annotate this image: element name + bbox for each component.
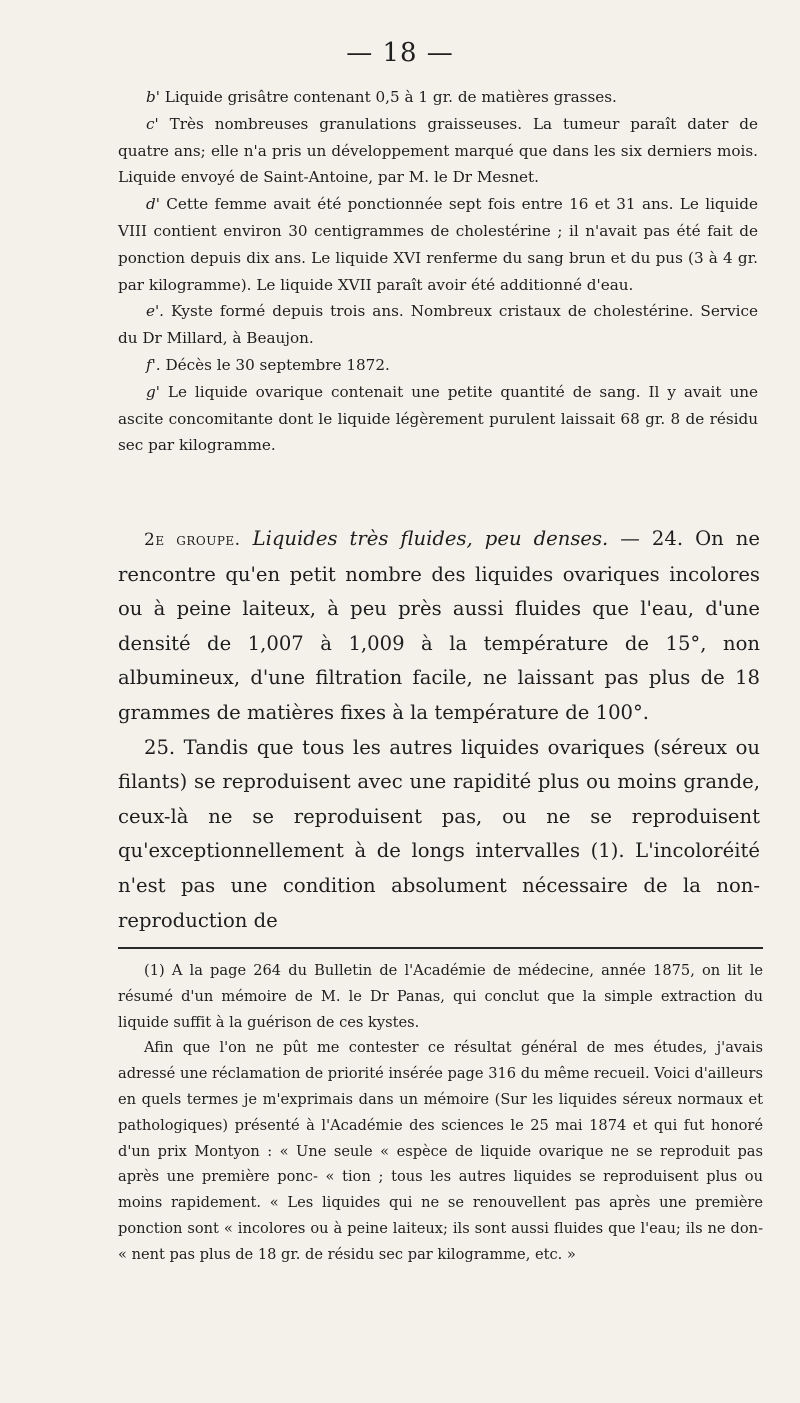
footnote [118, 958, 763, 1268]
note-label: f'. [146, 355, 161, 374]
footnote-paragraph-1: (1) A la page 264 du Bulletin de l'Académie de médecine, année 1875, on lit le résumé d'un mémoire de M. le Dr Panas, qui conclut que la simple extraction du liquide suffit à la guérison de ces kystes. [118, 962, 763, 1031]
note-label: e'. [146, 302, 164, 321]
case-notes [118, 84, 758, 459]
note-b [118, 84, 758, 111]
note-text: Le liquide ovarique contenait une petite quantité de sang. Il y avait une ascite concomitante dont le liquide légèrement purulent laissait 68 gr. 8 de résidu sec par kilogramme. [118, 382, 758, 455]
note-label: b' [146, 88, 160, 106]
main-text [118, 522, 760, 938]
note-text: Très nombreuses granulations graisseuses. La tumeur paraît dater de quatre ans; elle n'a pris un développement marqué que dans les six derniers mois. Liquide envoyé de Saint-Antoine, par M. le Dr Mesnet. [118, 114, 758, 187]
note-g [118, 379, 758, 459]
note-f [118, 352, 758, 379]
note-d [118, 191, 758, 298]
note-text: Kyste formé depuis trois ans. Nombreux cristaux de cholestérine. Service du Dr Millard, à Beaujon. [118, 302, 759, 348]
page-number: — 18 — [346, 38, 454, 68]
footnote-paragraph-2: Afin que l'on ne pût me contester ce résultat général de mes études, j'avais adressé une réclamation de priorité insérée page 316 du même recueil. Voici d'ailleurs en quels termes je m'exprimais dans un mémoire (Sur les liquides séreux normaux et pathologiques) présenté à l'Académie des sciences le 25 mai 1874 et qui fut honoré d'un prix Montyon : « Une seule « espèce de liquide ovarique ne se reproduit pas après une première ponc- « tion ; tous les autres liquides se reproduisent plus ou moins rapidement. « Les liquides qui ne se renouvellent pas après une première ponction sont « incolores ou à peine laiteux; ils sont aussi fluides que l'eau; ils ne don- « nent pas plus de 18 gr. de résidu sec par kilogramme, etc. » [118, 1039, 763, 1263]
note-text: Décès le 30 septembre 1872. [165, 355, 390, 374]
note-label: c' [146, 114, 159, 133]
note-text: Cette femme avait été ponctionnée sept fois entre 16 et 31 ans. Le liquide VIII contient environ 30 centigrammes de cholestérine ; il n'avait pas été fait de ponction depuis dix ans. Le liquide XVI renferme du sang brun et du pus (3 à 4 gr. par kilogramme). Le liquide XVII paraît avoir été additionné d'eau. [118, 195, 758, 294]
group-title: Liquides très fluides, peu denses. [252, 527, 609, 550]
group-label: 2e groupe. [144, 530, 241, 550]
note-c [118, 111, 758, 191]
footnote-divider [118, 947, 763, 949]
note-label: g' [146, 382, 160, 401]
paragraph-24 [118, 522, 760, 731]
note-text: Liquide grisâtre contenant 0,5 à 1 gr. de matières grasses. [164, 88, 617, 106]
note-label: d' [146, 195, 160, 214]
paragraph-25: 25. Tandis que tous les autres liquides ovariques (séreux ou filants) se reproduisent avec une rapidité plus ou moins grande, ceux-là ne se reproduisent pas, ou ne se reproduisent qu'exceptionnellement à de longs intervalles (1). L'incoloréité n'est pas une condition absolument nécessaire de la non-reproduction de [118, 735, 760, 932]
paragraph-24-text: — 24. On ne rencontre qu'en petit nombre des liquides ovariques incolores ou à peine laiteux, à peu près aussi fluides que l'eau, d'une densité de 1,007 à 1,009 à la température de 15°, non albumineux, d'une filtration facile, ne laissant pas plus de 18 grammes de matières fixes à la température de 100°. [118, 527, 760, 724]
note-e [118, 298, 758, 352]
